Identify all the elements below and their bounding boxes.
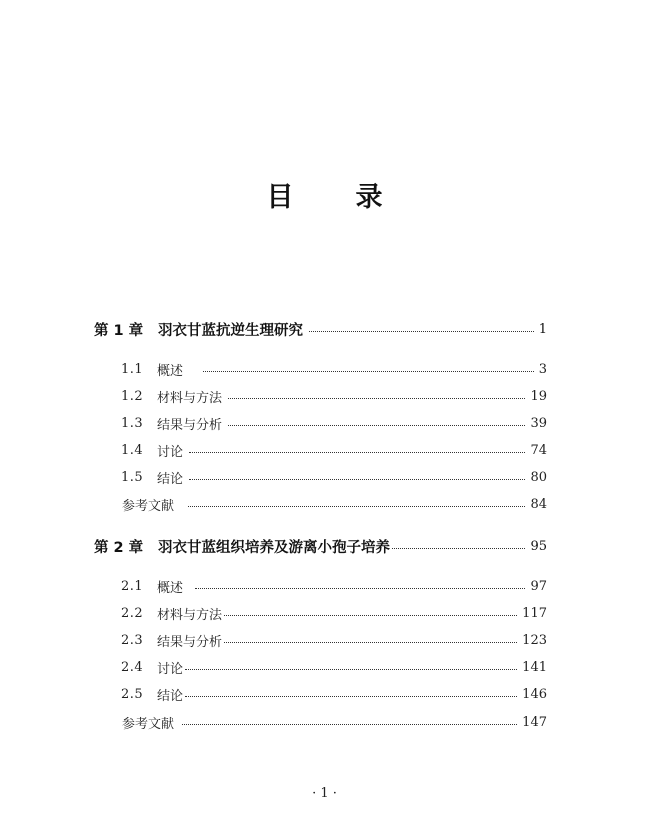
references-page: 147 <box>522 714 547 730</box>
section-number: 1.5 <box>121 469 144 485</box>
section-title: 概述 <box>157 363 184 379</box>
section-number: 2.4 <box>121 659 144 675</box>
toc-references-2[interactable] <box>122 712 547 732</box>
dot-leader <box>228 425 525 426</box>
section-title: 结论 <box>157 471 184 487</box>
toc-chapter-1[interactable] <box>94 319 547 339</box>
chapter-title: 羽衣甘蓝抗逆生理研究 <box>158 322 303 339</box>
section-title: 材料与方法 <box>157 607 223 623</box>
chapter-page: 95 <box>530 538 547 554</box>
dot-leader <box>189 452 525 453</box>
toc-section-1-3[interactable] <box>121 413 547 433</box>
section-page: 39 <box>530 415 547 431</box>
dot-leader <box>309 331 534 332</box>
toc-chapter-2[interactable] <box>94 536 547 556</box>
page-number-footer: · 1 · <box>312 786 337 801</box>
dot-leader <box>224 615 517 616</box>
section-number: 2.5 <box>121 686 144 702</box>
section-title: 结果与分析 <box>157 417 223 433</box>
section-page: 19 <box>530 388 547 404</box>
section-number: 2.2 <box>121 605 144 621</box>
section-number: 1.2 <box>121 388 144 404</box>
section-page: 141 <box>522 659 547 675</box>
toc-section-2-5[interactable] <box>121 684 547 704</box>
dot-leader <box>203 371 534 372</box>
section-title: 讨论 <box>157 661 184 677</box>
section-title: 结果与分析 <box>157 634 223 650</box>
section-number: 1.4 <box>121 442 144 458</box>
dot-leader <box>189 479 525 480</box>
references-page: 84 <box>530 496 547 512</box>
dot-leader <box>224 642 517 643</box>
chapter-title: 羽衣甘蓝组织培养及游离小孢子培养 <box>158 539 390 556</box>
section-number: 1.3 <box>121 415 144 431</box>
section-page: 117 <box>522 605 547 621</box>
section-title: 结论 <box>157 688 184 704</box>
dot-leader <box>185 669 517 670</box>
section-page: 74 <box>530 442 547 458</box>
chapter-number: 第 2 章 <box>94 539 144 556</box>
dot-leader <box>185 696 517 697</box>
toc-references-1[interactable] <box>122 494 547 514</box>
chapter-number: 第 1 章 <box>94 322 144 339</box>
dot-leader <box>195 588 525 589</box>
toc-section-1-4[interactable] <box>121 440 547 460</box>
section-page: 80 <box>530 469 547 485</box>
page-title <box>0 174 649 214</box>
section-page: 97 <box>530 578 547 594</box>
section-number: 1.1 <box>121 361 144 377</box>
section-page: 123 <box>522 632 547 648</box>
dot-leader <box>392 548 525 549</box>
toc-section-2-2[interactable] <box>121 603 547 623</box>
title-char-2: 录 <box>355 181 383 213</box>
dot-leader <box>182 724 517 725</box>
section-title: 概述 <box>157 580 184 596</box>
toc-section-1-2[interactable] <box>121 386 547 406</box>
section-number: 2.3 <box>121 632 144 648</box>
references-title: 参考文献 <box>122 498 175 514</box>
dot-leader <box>228 398 525 399</box>
section-number: 2.1 <box>121 578 144 594</box>
references-title: 参考文献 <box>122 716 175 732</box>
dot-leader <box>188 506 525 507</box>
toc-section-1-5[interactable] <box>121 467 547 487</box>
toc-section-2-3[interactable] <box>121 630 547 650</box>
section-page: 3 <box>538 361 547 377</box>
chapter-page: 1 <box>538 321 547 337</box>
section-title: 材料与方法 <box>157 390 223 406</box>
toc-section-2-1[interactable] <box>121 576 547 596</box>
section-page: 146 <box>522 686 547 702</box>
toc-section-2-4[interactable] <box>121 657 547 677</box>
title-char-1: 目 <box>266 181 294 213</box>
section-title: 讨论 <box>157 444 184 460</box>
toc-section-1-1[interactable] <box>121 359 547 379</box>
